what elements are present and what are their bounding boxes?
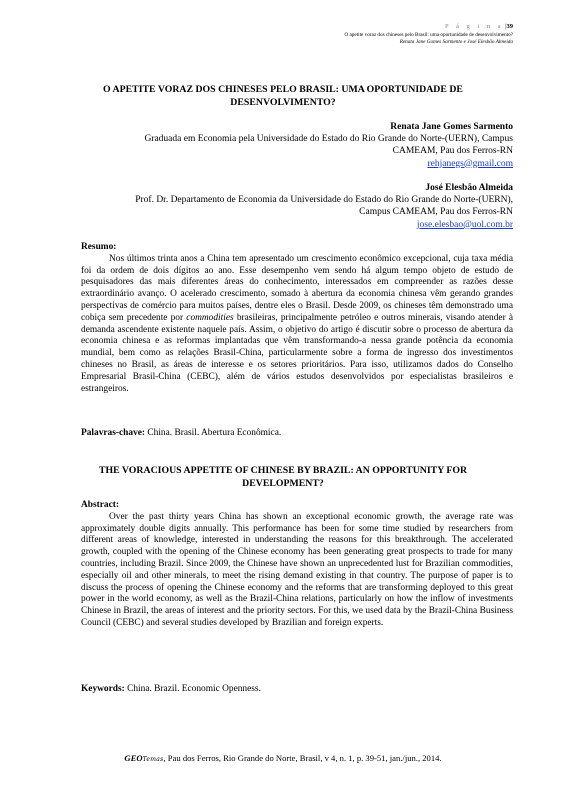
abstract-heading: Abstract:: [81, 500, 120, 510]
keywords-en-text: China. Brazil. Economic Openness.: [124, 684, 261, 694]
journal-logo: GEO: [124, 753, 143, 763]
running-article-title: O apetite voraz dos chineses pelo Brasil: uma oportunidade de desenvolvimento?: [344, 32, 513, 38]
author-block-1: [73, 121, 513, 170]
author-email-link[interactable]: jose.elesbao@uol.com.br: [416, 219, 513, 230]
running-head: [344, 22, 513, 46]
author-email-link[interactable]: rehjanegs@gmail.com: [427, 158, 513, 169]
keywords-pt-heading: Palavras-chave:: [81, 428, 146, 438]
keywords-pt-text: China. Brasil. Abertura Econômica.: [145, 428, 282, 438]
article-title-pt: O APETITE VORAZ DOS CHINESES PELO BRASIL: UMA OPORTUNIDADE DE DESENVOLVIMENTO?: [103, 84, 463, 108]
author-name: Renata Jane Gomes Sarmento: [390, 122, 513, 132]
resumo-text: Nos últimos trinta anos a China tem apresentado um crescimento econômico excepcional, cuja taxa média foi da ordem de dois dígitos ao ano. Esse desempenho vem sendo há algum tempo objeto de estudo de pesquisadores das mais diferentes áreas do conhecimento, interessados em compreender as razões desse extraordinário avanço. O acelerado crescimento, somado à abertura da economia chinesa vêm gerando grandes perspectivas de comércio para muitos países, dentre eles o Brasil. Desde 2009, os chineses têm demonstrado uma cobiça sem precedente por: [81, 253, 513, 323]
page-label: P á g i n a: [444, 23, 504, 30]
author-affiliation: CAMEAM, Pau dos Ferros-RN: [392, 146, 513, 157]
resumo-section: [81, 242, 513, 395]
journal-logo-script: Temas: [142, 756, 164, 763]
page-footer: [0, 753, 566, 765]
author-block-2: [73, 182, 513, 231]
resumo-heading: Resumo:: [81, 242, 117, 252]
author-name: José Elesbão Almeida: [425, 183, 513, 193]
running-authors: Renata Jane Gomes Sarmento e José Elesbão Almeida: [399, 39, 513, 45]
page-number: 39: [506, 23, 513, 30]
keywords-pt: [81, 427, 513, 439]
author-affiliation: Graduada em Economia pela Universidade do Estado do Rio Grande do Norte-(UERN), Campus: [144, 134, 513, 145]
page-number-line: [344, 22, 513, 32]
keywords-en: [81, 683, 513, 695]
author-affiliation: Prof. Dr. Departamento de Economia da Universidade do Estado do Rio Grande do Norte-(UERN),: [135, 195, 513, 206]
footer-citation: , Pau dos Ferros, Rio Grande do Norte, Brasil, v 4, n. 1, p. 39-51, jan./jun., 2014.: [163, 753, 442, 763]
resumo-italic-term: commodities: [186, 312, 234, 323]
author-affiliation: Campus CAMEAM, Pau dos Ferros-RN: [359, 207, 513, 218]
resumo-paragraph: [81, 254, 513, 396]
page-separator: |: [505, 23, 507, 30]
abstract-paragraph: Over the past thirty years China has shown an exceptional economic growth, the average rate was approximately double digits annually. This performance has been for some time studied by researchers from different areas of knowledge, interested in understanding the reasons for this breakthrough. The accelerated growth, coupled with the opening of the Chinese economy has been generating great prospects to trade for many countries, including Brazil. Since 2009, the Chinese have shown an unprecedented lust for Brazilian commodities, especially oil and other minerals, to meet the rising demand existing in that country. The purpose of paper is to discuss the process of opening the Chinese economy and the reforms that are transforming deployed to this great power in the world economy, as well as the Brazil-China relations, particularly on how the inflow of investments Chinese in Brazil, the areas of interest and the priority sectors. For this, we used data by the Brazil-China Business Council (CEBC) and several studies developed by Brazilian and foreign experts.: [81, 511, 513, 628]
abstract-section: [81, 500, 513, 630]
keywords-en-heading: Keywords:: [81, 684, 125, 694]
article-title-en: THE VORACIOUS APPETITE OF CHINESE BY BRAZIL: AN OPPORTUNITY FOR DEVELOPMENT?: [98, 465, 468, 489]
resumo-text: brasileiras, principalmente petróleo e outros minerais, visando atender à demanda ascendente existente naquele país. Assim, o objetivo do artigo é discutir sobre o processo de abertura da economia chinesa e as reformas implantadas que vêm transformando-a nessa grande potência da economia mundial, bem como as relações Brasil-China, particularmente sobre a forma de ingresso dos investimentos chineses no Brasil, as áreas de interesse e os setores prioritários. Para isso, utilizamos dados do Conselho Empresarial Brasil-China (CEBC), além de vários estudos desenvolvidos por especialistas brasileiros e estrangeiros.: [81, 312, 514, 394]
